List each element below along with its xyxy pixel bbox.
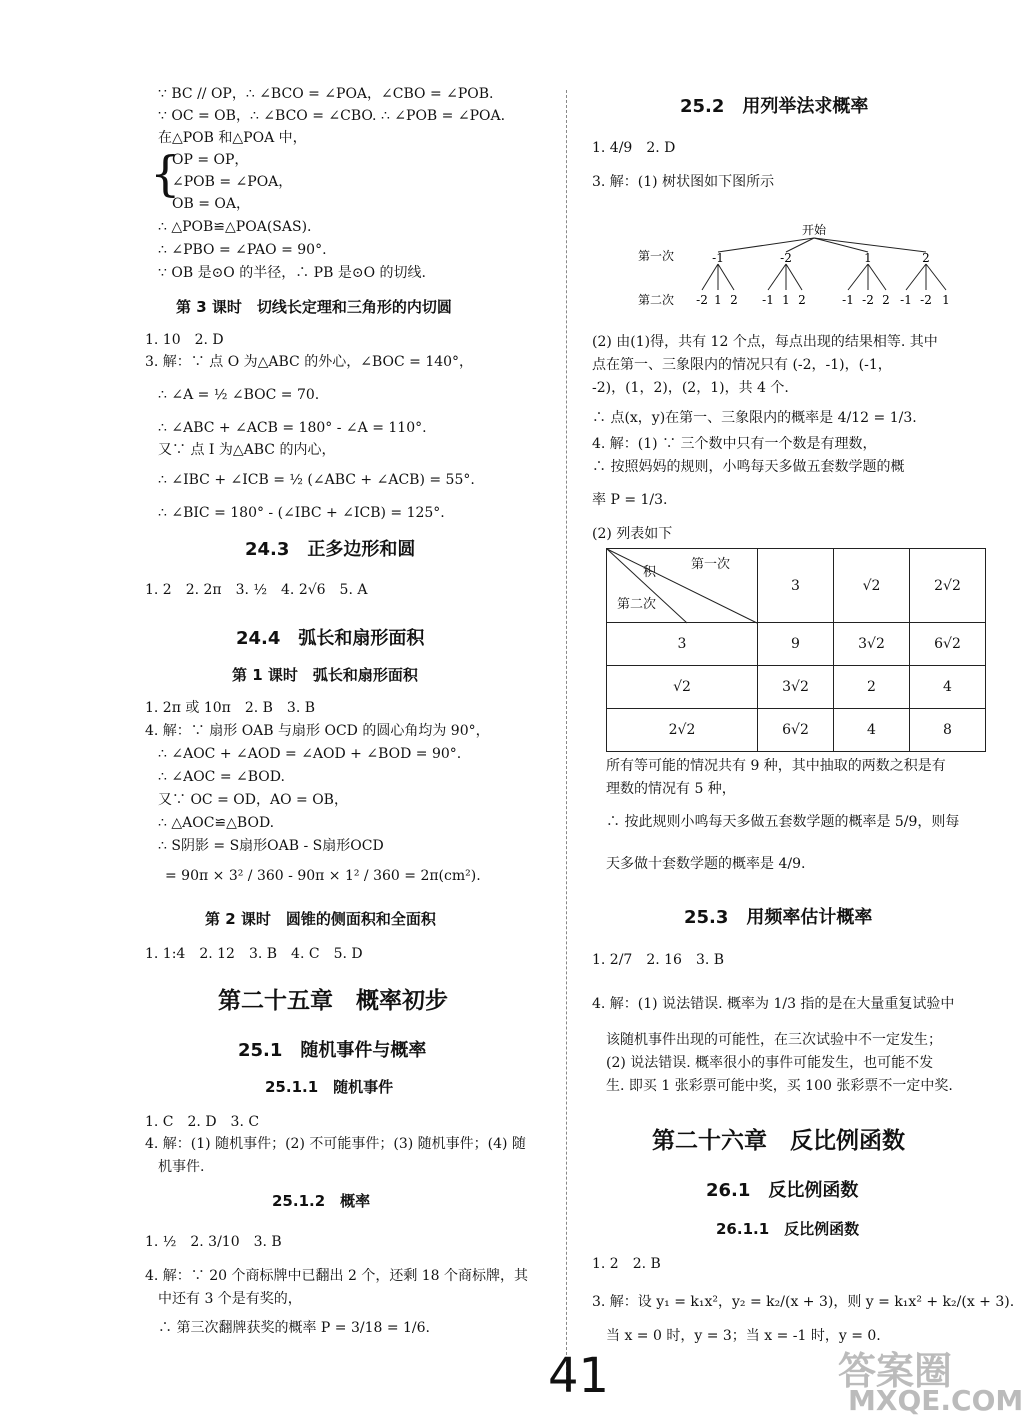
text-line: 中还有 3 个是有奖的， bbox=[158, 1291, 302, 1307]
text-line: 1. 10 2. D bbox=[145, 332, 224, 348]
tree-second-node: -1 bbox=[842, 293, 854, 307]
text-line: 3. 解：设 y₁ = k₁x²，y₂ = k₂/(x + 3)，则 y = k₁x² + k₂/(x + 3). bbox=[592, 1294, 1015, 1310]
text-line: ∴ 点(x，y)在第一、三象限内的概率是 4/12 = 1/3. bbox=[592, 410, 917, 426]
chapter-heading: 第二十六章 反比例函数 bbox=[652, 1128, 905, 1154]
text-line: ∵ OC = OB，∴ ∠BCO = ∠CBO. ∴ ∠POB = ∠POA. bbox=[158, 108, 506, 124]
text-line: 1. 1:4 2. 12 3. B 4. C 5. D bbox=[145, 946, 363, 962]
chapter-heading: 第二十五章 概率初步 bbox=[218, 988, 448, 1014]
tree-second-node: 2 bbox=[882, 293, 890, 307]
table-col-head: 3 bbox=[758, 549, 834, 623]
text-line: 在△POB 和△POA 中， bbox=[158, 130, 307, 146]
table-cell: 4 bbox=[834, 709, 910, 752]
tree-second-node: 2 bbox=[730, 293, 738, 307]
text-line: 该随机事件出现的可能性，在三次试验中不一定发生； bbox=[606, 1032, 942, 1048]
tree-second-node: -1 bbox=[900, 293, 912, 307]
text-line: ∴ 按照妈妈的规则，小鸣每天多做五套数学题的概 bbox=[592, 459, 905, 475]
table-cell: 6√2 bbox=[910, 623, 986, 666]
text-line: 1. 2 2. B bbox=[592, 1256, 661, 1272]
table-row bbox=[607, 666, 986, 709]
tree-first-label: 第一次 bbox=[638, 249, 675, 263]
text-line: 天多做十套数学题的概率是 4/9. bbox=[606, 856, 806, 872]
text-line: OB = OA， bbox=[172, 196, 250, 212]
subsection-heading: 26.1.1 反比例函数 bbox=[716, 1220, 860, 1238]
page-number: 41 bbox=[548, 1348, 610, 1404]
text-line: 1. C 2. D 3. C bbox=[145, 1114, 260, 1130]
section-heading: 25.3 用频率估计概率 bbox=[684, 907, 873, 928]
text-line: 4. 解：∵ 20 个商标牌中已翻出 2 个，还剩 18 个商标牌，其 bbox=[145, 1268, 529, 1284]
text-line: 1. 2 2. 2π 3. ½ 4. 2√6 5. A bbox=[145, 582, 368, 598]
text-line: 所有等可能的情况共有 9 种，其中抽取的两数之积是有 bbox=[606, 758, 946, 774]
tree-second-node: 2 bbox=[798, 293, 806, 307]
watermark-url: MXQE.COM bbox=[848, 1384, 1023, 1417]
lesson-heading: 第 2 课时 圆锥的侧面积和全面积 bbox=[205, 910, 436, 928]
text-line: (2) 列表如下 bbox=[592, 526, 673, 542]
text-line: 1. ½ 2. 3/10 3. B bbox=[145, 1234, 282, 1250]
section-heading: 26.1 反比例函数 bbox=[706, 1180, 859, 1201]
product-table bbox=[606, 548, 986, 752]
section-heading: 25.2 用列举法求概率 bbox=[680, 96, 869, 117]
text-line: ∵ OB 是⊙O 的半径，∴ PB 是⊙O 的切线. bbox=[158, 265, 426, 281]
tree-second-label: 第二次 bbox=[638, 293, 675, 307]
text-line: ∴ △POB≌△POA(SAS). bbox=[158, 219, 312, 235]
table-row-head: 3 bbox=[607, 623, 758, 666]
text-line: (2) 由(1)得，共有 12 个点，每点出现的结果相等. 其中 bbox=[592, 334, 938, 350]
section-heading: 25.1 随机事件与概率 bbox=[238, 1040, 427, 1061]
text-line: ∴ S阴影 = S扇形OAB - S扇形OCD bbox=[158, 838, 384, 854]
text-line: ∴ ∠BIC = 180° - (∠IBC + ∠ICB) = 125°. bbox=[158, 505, 445, 521]
text-line: ∴ △AOC≌△BOD. bbox=[158, 815, 275, 831]
subsection-heading: 25.1.1 随机事件 bbox=[265, 1078, 394, 1096]
text-line: 3. 解：∵ 点 O 为△ABC 的外心，∠BOC = 140°， bbox=[145, 354, 474, 370]
tree-second-node: -2 bbox=[696, 293, 708, 307]
table-row-head: 2√2 bbox=[607, 709, 758, 752]
tree-second-node: 1 bbox=[714, 293, 722, 307]
text-line: 生. 即买 1 张彩票可能中奖，买 100 张彩票不一定中奖. bbox=[606, 1078, 953, 1094]
table-cell: 8 bbox=[910, 709, 986, 752]
tree-first-node: -1 bbox=[712, 251, 724, 265]
tree-second-node: 1 bbox=[782, 293, 790, 307]
table-row bbox=[607, 709, 986, 752]
text-line: ∴ ∠AOC = ∠BOD. bbox=[158, 769, 285, 785]
lesson-heading: 第 1 课时 弧长和扇形面积 bbox=[232, 666, 418, 684]
table-col-head: √2 bbox=[834, 549, 910, 623]
table-cell: 3√2 bbox=[758, 666, 834, 709]
table-row bbox=[607, 623, 986, 666]
text-line: 4. 解：(1) ∵ 三个数中只有一个数是有理数， bbox=[592, 436, 877, 452]
column-divider bbox=[566, 90, 567, 1390]
corner-second: 第二次 bbox=[617, 597, 657, 612]
tree-second-node: -1 bbox=[762, 293, 774, 307]
subsection-heading: 25.1.2 概率 bbox=[272, 1192, 371, 1210]
text-line: 1. 2/7 2. 16 3. B bbox=[592, 952, 725, 968]
text-line: 率 P = 1/3. bbox=[592, 492, 668, 508]
text-line: 点在第一、三象限内的情况只有 (-2，-1)，(-1， bbox=[592, 357, 892, 373]
tree-root: 开始 bbox=[801, 223, 827, 237]
table-cell: 3√2 bbox=[834, 623, 910, 666]
table-corner bbox=[607, 549, 758, 623]
tree-first-node: -2 bbox=[780, 251, 792, 265]
table-cell: 4 bbox=[910, 666, 986, 709]
text-line: 4. 解：(1) 说法错误. 概率为 1/3 指的是在大量重复试验中 bbox=[592, 996, 955, 1012]
table-row-head: √2 bbox=[607, 666, 758, 709]
section-heading: 24.3 正多边形和圆 bbox=[245, 539, 416, 560]
text-line: ∴ ∠AOC + ∠AOD = ∠AOD + ∠BOD = 90°. bbox=[158, 746, 462, 762]
text-line: ∴ 按此规则小鸣每天多做五套数学题的概率是 5/9，则每 bbox=[606, 814, 960, 830]
text-line: ∵ BC // OP，∴ ∠BCO = ∠POA，∠CBO = ∠POB. bbox=[158, 86, 494, 102]
section-heading: 24.4 弧长和扇形面积 bbox=[236, 628, 425, 649]
text-line: (2) 说法错误. 概率很小的事件可能发生，也可能不发 bbox=[606, 1055, 934, 1071]
text-line: 当 x = 0 时，y = 3；当 x = -1 时，y = 0. bbox=[606, 1328, 881, 1344]
text-line: 机事件. bbox=[158, 1159, 205, 1175]
table-cell: 9 bbox=[758, 623, 834, 666]
tree-first-node: 2 bbox=[922, 251, 930, 265]
text-line: 4. 解：∵ 扇形 OAB 与扇形 OCD 的圆心角均为 90°， bbox=[145, 723, 490, 739]
text-line: = 90π × 3² / 360 - 90π × 1² / 360 = 2π(cm²). bbox=[165, 868, 481, 884]
tree-second-node: -2 bbox=[920, 293, 932, 307]
text-line: 又∵ OC = OD，AO = OB， bbox=[158, 792, 348, 808]
text-line: ∴ ∠PBO = ∠PAO = 90°. bbox=[158, 242, 327, 258]
text-line: 又∵ 点 I 为△ABC 的内心， bbox=[158, 442, 336, 458]
table-cell: 2 bbox=[834, 666, 910, 709]
text-line: ∴ 第三次翻牌获奖的概率 P = 3/18 = 1/6. bbox=[158, 1320, 431, 1336]
tree-second-node: 1 bbox=[942, 293, 950, 307]
corner-first: 第一次 bbox=[691, 557, 731, 572]
text-line: 1. 4/9 2. D bbox=[592, 140, 676, 156]
corner-product: 积 bbox=[643, 565, 657, 580]
tree-first-node: 1 bbox=[864, 251, 872, 265]
text-line: 3. 解：(1) 树状图如下图所示 bbox=[592, 174, 775, 190]
text-line: ∴ ∠A = ½ ∠BOC = 70. bbox=[158, 387, 320, 403]
text-line: -2)，(1，2)，(2，1)，共 4 个. bbox=[592, 380, 789, 396]
text-line: ∠POB = ∠POA， bbox=[172, 174, 293, 190]
brace: { bbox=[150, 146, 181, 202]
lesson-heading: 第 3 课时 切线长定理和三角形的内切圆 bbox=[176, 298, 452, 316]
table-col-head: 2√2 bbox=[910, 549, 986, 623]
text-line: 4. 解：(1) 随机事件；(2) 不可能事件；(3) 随机事件；(4) 随 bbox=[145, 1136, 526, 1152]
table-cell: 6√2 bbox=[758, 709, 834, 752]
text-line: 理数的情况有 5 种， bbox=[606, 781, 736, 797]
tree-diagram bbox=[604, 222, 984, 322]
text-line: OP = OP， bbox=[172, 152, 249, 168]
text-line: ∴ ∠ABC + ∠ACB = 180° - ∠A = 110°. bbox=[158, 420, 427, 436]
text-line: ∴ ∠IBC + ∠ICB = ½ (∠ABC + ∠ACB) = 55°. bbox=[158, 472, 475, 488]
text-line: 1. 2π 或 10π 2. B 3. B bbox=[145, 700, 316, 716]
watermark-logo: 答案圈 bbox=[838, 1349, 953, 1393]
tree-second-node: -2 bbox=[862, 293, 874, 307]
